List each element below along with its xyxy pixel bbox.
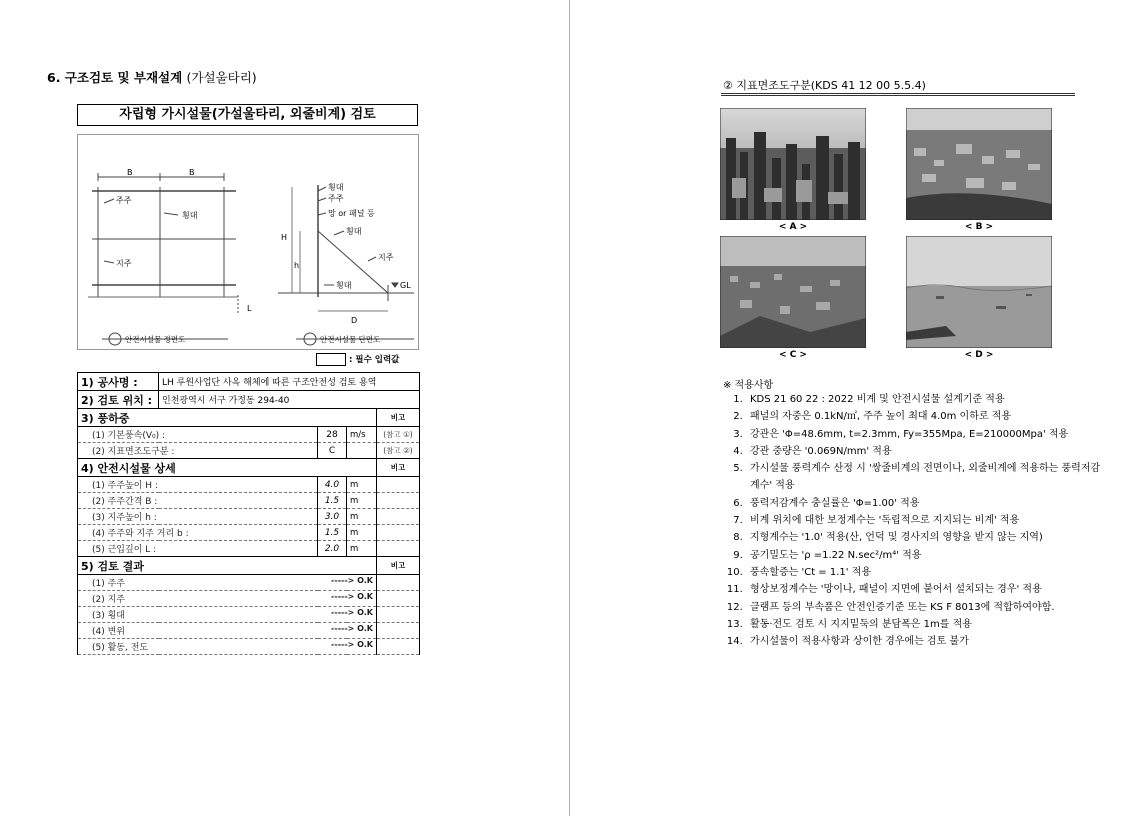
detail-item-value: 1.5: [318, 525, 347, 541]
main-title: 자립형 가시설물(가설울타리, 외줄비계) 검토: [77, 104, 418, 126]
note-item: 13. 활동·전도 검토 시 지지밑둑의 분담폭은 1m를 적용: [746, 616, 1106, 633]
detail-item-unit: m: [347, 541, 377, 557]
notes-list: [722, 391, 1106, 650]
detail-item-value: 4.0: [318, 477, 347, 493]
project-value: LH 루원사업단 사옥 해체에 따른 구조안전성 검토 용역: [159, 373, 420, 391]
note-item: 6. 풍력저감계수 충실률은 'Φ=1.00' 적용: [746, 495, 1106, 512]
note-item: 7. 비계 위치에 대한 보정계수는 '독립적으로 지지되는 비계' 적용: [746, 512, 1106, 529]
wind-item-label: (1) 기본풍속(V₀) :: [78, 427, 318, 443]
detail-header-row: [78, 459, 420, 477]
detail-item-ref: [377, 525, 420, 541]
front-l-label: L: [247, 304, 252, 313]
detail-item-ref: [377, 509, 420, 525]
side-rail-bottom-label: 횡대: [336, 281, 352, 290]
site-value: 인천광역시 서구 가정동 294-40: [159, 391, 420, 409]
detail-item-label: (3) 지주높이 h :: [78, 509, 318, 525]
side-post-label: 주주: [328, 194, 344, 203]
note-item: 1. KDS 21 60 22 : 2022 비계 및 안전시설물 설계기준 적용: [746, 391, 1106, 408]
result-item-label: (1) 주주: [92, 579, 125, 589]
right-page: [570, 0, 1142, 816]
wind-item-value: 28: [318, 427, 347, 443]
result-item-ref: [377, 607, 420, 623]
result-item: [78, 639, 377, 655]
detail-item-row: [78, 509, 420, 525]
result-item-row: [78, 639, 420, 655]
result-item-row: [78, 623, 420, 639]
left-page: [0, 0, 569, 816]
structure-drawing: [78, 135, 420, 351]
result-item-status: -----> O.K: [331, 592, 373, 601]
wind-header-row: [78, 409, 420, 427]
result-item-status: -----> O.K: [331, 576, 373, 585]
result-item-status: -----> O.K: [331, 608, 373, 617]
result-item: [78, 575, 377, 591]
project-row: [78, 373, 420, 391]
side-h-upper-label: H: [281, 233, 288, 242]
detail-item-unit: m: [347, 509, 377, 525]
side-strut-label: 지주: [378, 253, 394, 262]
note-item: 4. 강관 중량은 '0.069N/mm' 적용: [746, 443, 1106, 460]
detail-item-value: 3.0: [318, 509, 347, 525]
note-item: 14. 가시설물이 적용사항과 상이한 경우에는 검토 불가: [746, 633, 1106, 650]
result-header-row: [78, 557, 420, 575]
front-view: [88, 173, 238, 345]
detail-item-label: (5) 근입깊이 L :: [78, 541, 318, 557]
wind-item-ref: (참고 ②): [377, 443, 420, 459]
wind-item-unit: [347, 443, 377, 459]
detail-header: 4) 안전시설물 상세: [78, 459, 377, 477]
result-item-label: (4) 변위: [92, 627, 125, 637]
result-item-ref: [377, 575, 420, 591]
front-view-label: 안전시설물 정면도: [125, 335, 186, 344]
wind-item-unit: m/s: [347, 427, 377, 443]
note-item: 11. 형상보정계수는 '망이나, 패널이 지면에 붙어서 설치되는 경우' 적용: [746, 581, 1106, 598]
title-rule: [721, 93, 1075, 96]
detail-item-ref: [377, 493, 420, 509]
result-item-status: -----> O.K: [331, 624, 373, 633]
front-strut-label: 지주: [116, 259, 132, 268]
review-sheet: [77, 372, 420, 655]
result-header: 5) 검토 결과: [78, 557, 377, 575]
side-rail-mid-label: 횡대: [346, 227, 362, 236]
front-rail-label: 횡대: [182, 211, 198, 220]
result-item-ref: [377, 623, 420, 639]
detail-note: 비고: [377, 459, 420, 477]
result-item-ref: [377, 639, 420, 655]
detail-item-unit: m: [347, 477, 377, 493]
result-item-label: (2) 지주: [92, 595, 125, 605]
note-item: 9. 공기밀도는 'ρ =1.22 N.sec²/m⁴' 적용: [746, 547, 1106, 564]
detail-item-value: 1.5: [318, 493, 347, 509]
photo-c: [720, 236, 866, 348]
legend-box: [316, 353, 346, 366]
side-net-label: 망 or 패널 등: [328, 209, 375, 218]
detail-item-label: (4) 주주와 지주 거리 b :: [78, 525, 318, 541]
result-item-row: [78, 591, 420, 607]
wind-header: 3) 풍하중: [78, 409, 377, 427]
side-h-lower-label: h: [294, 261, 300, 270]
result-item: [78, 607, 377, 623]
detail-item-value: 2.0: [318, 541, 347, 557]
result-item: [78, 623, 377, 639]
result-item-label: (5) 활동, 전도: [92, 643, 149, 653]
site-label: 2) 검토 위치 :: [78, 391, 159, 409]
detail-item-ref: [377, 541, 420, 557]
result-item-row: [78, 607, 420, 623]
note-item: 8. 지형계수는 '1.0' 적용(산, 언덕 및 경사지의 영향을 받지 않는 지역): [746, 529, 1106, 546]
caption-d: < D >: [964, 350, 994, 360]
detail-item-label: (2) 주주간격 B :: [78, 493, 318, 509]
wind-item-row: [78, 443, 420, 459]
side-d-label: D: [351, 316, 358, 325]
result-item-status: -----> O.K: [331, 640, 373, 649]
detail-item-row: [78, 493, 420, 509]
front-b2-label: B: [189, 168, 195, 177]
result-note: 비고: [377, 557, 420, 575]
photo-b: [906, 108, 1052, 220]
detail-item-label: (1) 주주높이 H :: [78, 477, 318, 493]
note-item: 3. 강관은 'Φ=48.6mm, t=2.3mm, Fy=355Mpa, E=210000Mpa' 적용: [746, 426, 1106, 443]
detail-item-row: [78, 477, 420, 493]
detail-item-ref: [377, 477, 420, 493]
side-view-label: 안전시설물 단면도: [320, 335, 381, 344]
result-item-ref: [377, 591, 420, 607]
photo-a: [720, 108, 866, 220]
structure-figure: [77, 134, 419, 350]
caption-a: < A >: [778, 222, 808, 232]
wind-item-value: C: [318, 443, 347, 459]
note-item: 10. 풍속할증는 'Ct = 1.1' 적용: [746, 564, 1106, 581]
note-item: 5. 가시설물 풍력계수 산정 시 '쌍줄비계의 전면이나, 외줄비계에 적용하는 풍력저감계수' 적용: [746, 460, 1106, 495]
project-label: 1) 공사명 :: [78, 373, 159, 391]
wind-note: 비고: [377, 409, 420, 427]
wind-item-label: (2) 지표면조도구분 :: [78, 443, 318, 459]
side-gl-label: GL: [400, 281, 411, 290]
front-b1-label: B: [127, 168, 133, 177]
wind-item-row: [78, 427, 420, 443]
result-item-row: [78, 575, 420, 591]
notes-heading: ※ 적용사항: [723, 380, 774, 391]
section-title: 6. 구조검토 및 부재설계 (가설울타리): [47, 70, 257, 85]
note-item: 2. 패널의 자중은 0.1kN/㎡, 주주 높이 최대 4.0m 이하로 적용: [746, 408, 1106, 425]
side-rail-top-label: 횡대: [328, 183, 344, 192]
caption-b: < B >: [964, 222, 994, 232]
note-item: 12. 클램프 등의 부속품은 안전인증기준 또는 KS F 8013에 적합하여야함.: [746, 599, 1106, 616]
photo-d: [906, 236, 1052, 348]
detail-item-row: [78, 541, 420, 557]
wind-item-ref: (참고 ①): [377, 427, 420, 443]
roughness-title: ② 지표면조도구분(KDS 41 12 00 5.5.4): [723, 79, 926, 92]
front-post-label: 주주: [116, 196, 132, 205]
caption-c: < C >: [779, 350, 807, 360]
detail-item-unit: m: [347, 493, 377, 509]
detail-item-unit: m: [347, 525, 377, 541]
result-item: [78, 591, 377, 607]
result-item-label: (3) 횡대: [92, 611, 125, 621]
detail-item-row: [78, 525, 420, 541]
site-row: [78, 391, 420, 409]
input-legend: : 필수 입력값: [316, 353, 399, 366]
